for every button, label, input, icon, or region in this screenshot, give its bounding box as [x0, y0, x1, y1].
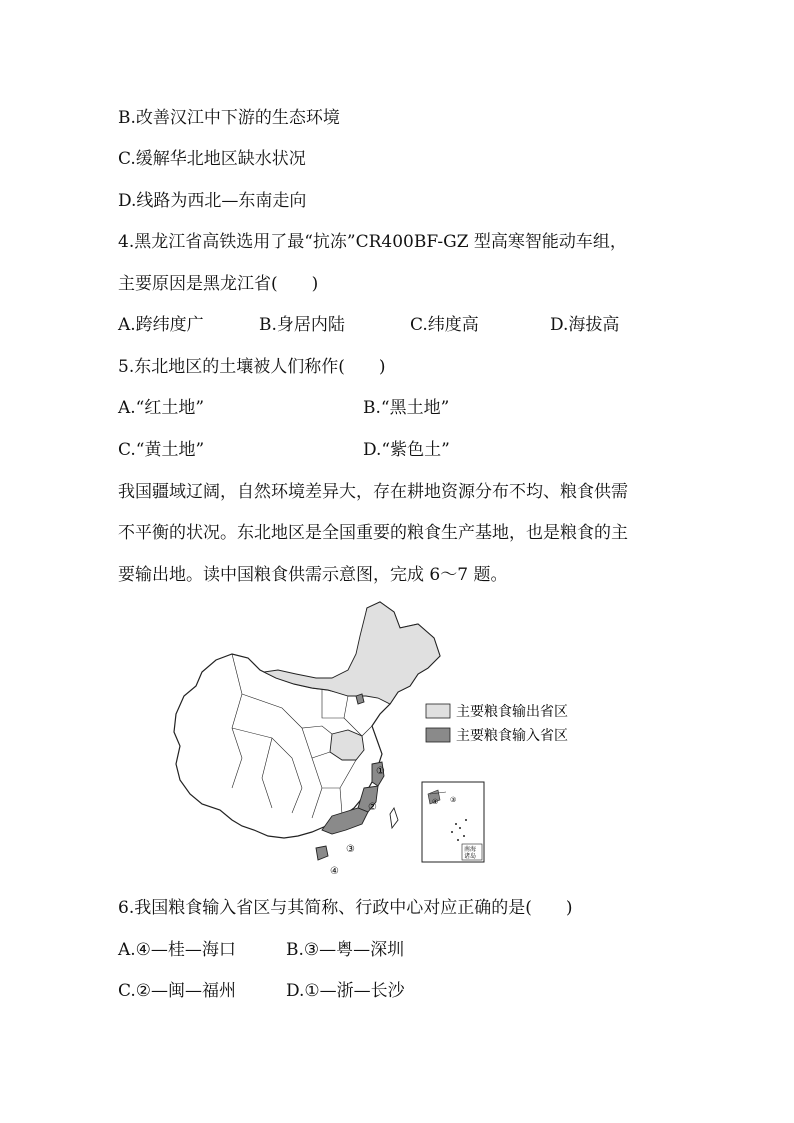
q4-option-a: A.跨纬度广 — [118, 315, 204, 335]
q5-option-d: D.“紫色土” — [363, 440, 450, 460]
q3-option-c: C.缓解华北地区缺水状况 — [118, 149, 306, 169]
svg-text:④: ④ — [432, 798, 439, 806]
q5-option-c: C.“黄土地” — [118, 440, 205, 460]
marker-2: ② — [368, 802, 377, 813]
svg-text:③: ③ — [450, 796, 457, 804]
export-region-central — [330, 730, 364, 760]
legend-import-label: 主要粮食输入省区 — [456, 728, 568, 744]
import-region-hainan — [316, 846, 328, 860]
china-grain-map — [172, 598, 612, 880]
q4-option-b: B.身居内陆 — [259, 315, 345, 335]
q6-stem: 6.我国粮食输入省区与其简称、行政中心对应正确的是( ) — [118, 898, 573, 918]
svg-text:诸岛: 诸岛 — [464, 853, 477, 860]
q6-option-c: C.②—闽—福州 — [118, 981, 237, 1001]
taiwan — [390, 808, 398, 828]
q4-option-d: D.海拔高 — [550, 315, 620, 335]
passage-line2: 不平衡的状况。东北地区是全国重要的粮食生产基地，也是粮食的主 — [118, 523, 628, 543]
q4-stem-line2: 主要原因是黑龙江省( ) — [118, 274, 319, 294]
q5-stem: 5.东北地区的土壤被人们称作( ) — [118, 357, 386, 377]
q3-option-d: D.线路为西北—东南走向 — [118, 191, 307, 211]
svg-text:南海: 南海 — [464, 846, 477, 853]
q6-option-a: A.④—桂—海口 — [118, 940, 236, 960]
passage-line1: 我国疆域辽阔，自然环境差异大，存在耕地资源分布不均、粮食供需 — [118, 482, 628, 502]
passage-line3: 要输出地。读中国粮食供需示意图，完成 6～7 题。 — [118, 565, 508, 585]
legend-export-label: 主要粮食输出省区 — [456, 704, 568, 720]
marker-3: ③ — [346, 844, 355, 855]
legend-export-swatch — [426, 704, 450, 718]
q6-option-d: D.①—浙—长沙 — [286, 981, 405, 1001]
q4-stem-line1: 4.黑龙江省高铁选用了最“抗冻”CR400BF-GZ 型高寒智能动车组， — [118, 232, 627, 252]
legend-import-swatch — [426, 728, 450, 742]
q5-option-a: A.“红土地” — [118, 398, 205, 418]
marker-4: ④ — [330, 866, 339, 877]
q3-option-b: B.改善汉江中下游的生态环境 — [118, 108, 340, 128]
q6-option-b: B.③—粤—深圳 — [286, 940, 405, 960]
q4-option-c: C.纬度高 — [410, 315, 479, 335]
q5-option-b: B.“黑土地” — [363, 398, 450, 418]
marker-1: ① — [376, 766, 385, 777]
south-china-sea-inset — [422, 782, 484, 862]
import-region-beijing — [356, 694, 364, 704]
